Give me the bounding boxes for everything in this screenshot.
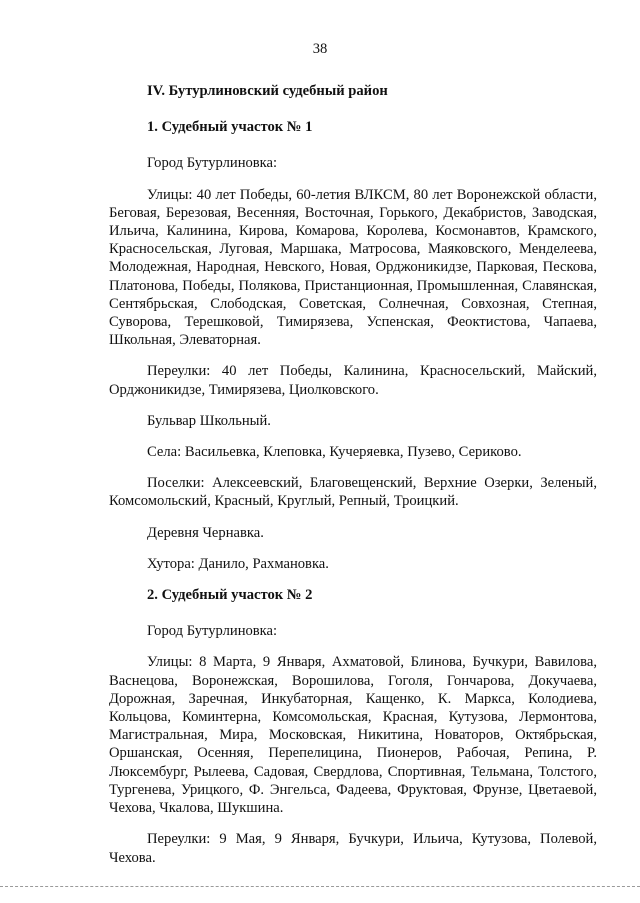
district-1-boulevard: Бульвар Школьный.	[147, 412, 271, 429]
district-1-title: 1. Судебный участок № 1	[147, 119, 313, 136]
district-2-lanes: Переулки: 9 Мая, 9 Января, Бучкури, Ильича, Кутузова, Полевой, Чехова.	[109, 831, 597, 866]
district-2-streets: Улицы: 8 Марта, 9 Января, Ахматовой, Блинова, Бучкури, Вавилова, Васнецова, Воронежская, Ворошилова, Гоголя, Гончарова, Докучаева, Дорожная, Заречная, Инкубаторная, Кащенко, К. Маркса, Колодиева, Кольцова, Коминтерна, Комсомольская, Красная, Кутузова, Лермонтова, Магистральная, Мира, Московская, Никитина, Новаторов, Октябрьская, Оршанская, Осенняя, Перепелицина, Пионеров, Рабочая, Репина, Р. Люксембург, Рылеева, Садовая, Свердлова, Спортивная, Тельмана, Толстого, Тургенева, Урицкого, Ф. Энгельса, Фадеева, Фруктовая, Фрунзе, Цветаевой, Чехова, Чкалова, Шукшина.	[109, 654, 597, 817]
district-1-settlements: Поселки: Алексеевский, Благовещенский, Верхние Озерки, Зеленый, Комсомольский, Красный, Круглый, Репный, Троицкий.	[109, 475, 597, 510]
page-bottom-edge	[0, 886, 640, 887]
district-1-villages: Села: Васильевка, Клеповка, Кучеряевка, Пузево, Сериково.	[147, 444, 522, 461]
district-1-lanes: Переулки: 40 лет Победы, Калинина, Красносельский, Майский, Орджоникидзе, Тимирязева, Циолковского.	[109, 363, 597, 398]
district-1-streets: Улицы: 40 лет Победы, 60-летия ВЛКСМ, 80 лет Воронежской области, Беговая, Березовая, Весенняя, Восточная, Горького, Декабристов, Заводская, Ильича, Калинина, Кирова, Комарова, Королева, Космонавтов, Крамского, Красносельская, Луговая, Маршака, Матросова, Маяковского, Менделеева, Молодежная, Народная, Невского, Новая, Орджоникидзе, Парковая, Пескова, Платонова, Победы, Полякова, Пристанционная, Промышленная, Славянская, Сентябрьская, Слободская, Советская, Солнечная, Совхозная, Степная, Суворова, Терешковой, Тимирязева, Успенская, Феоктистова, Чапаева, Школьная, Элеваторная.	[109, 186, 597, 349]
section-title: IV. Бутурлиновский судебный район	[147, 83, 388, 99]
district-2-title: 2. Судебный участок № 2	[147, 587, 313, 604]
document-body	[109, 82, 597, 880]
district-1-city: Город Бутурлиновка:	[147, 155, 278, 172]
district-1-hamlet: Деревня Чернавка.	[147, 524, 264, 541]
page-number: 38	[312, 41, 328, 57]
district-2-city: Город Бутурлиновка:	[147, 623, 278, 640]
district-1-farms: Хутора: Данило, Рахмановка.	[147, 555, 329, 572]
